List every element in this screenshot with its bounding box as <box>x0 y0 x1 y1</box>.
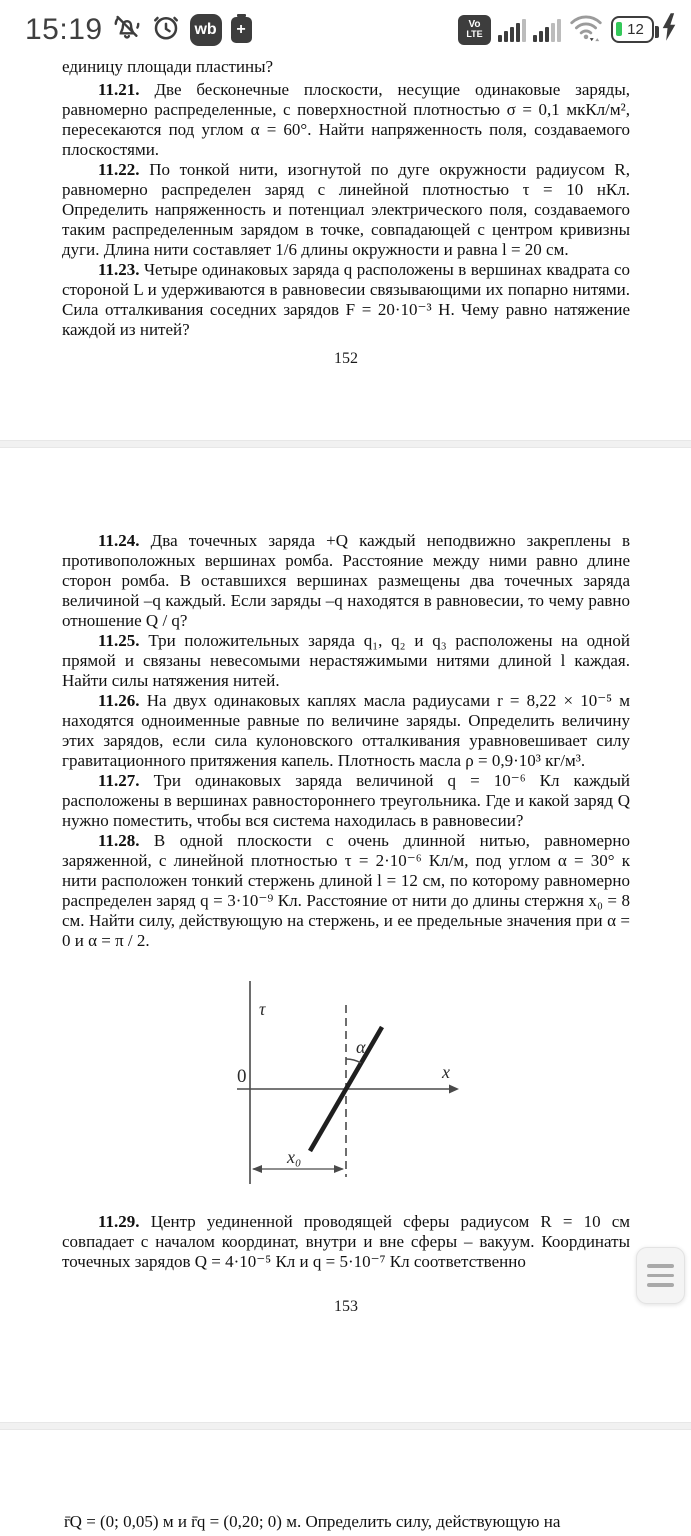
battery-nub <box>237 14 246 17</box>
continuation-line: единицу площади пластины? <box>62 57 274 76</box>
problem-11-29 <box>62 1212 630 1272</box>
problem-11-21 <box>62 80 630 160</box>
continuation-line: r̄Q = (0; 0,05) м и r̄q = (0,20; 0) м. Определить силу, действующую на <box>64 1512 561 1531</box>
wb-app-label: wb <box>194 20 217 38</box>
alpha-label: α <box>356 1037 366 1057</box>
problem-text: Центр уединенной проводящей сферы радиусом R = 10 см совпадает с началом координат, внутри и вне сферы – вакуум. Координаты точечных зарядов Q = 4·10⁻⁵ Кл и q = 5·10⁻⁷ Кл соответственно <box>62 1212 631 1271</box>
problem-11-24 <box>62 531 630 631</box>
problem-11-23 <box>62 260 630 340</box>
figure-11-28 <box>237 981 467 1186</box>
x0-label: x₀ <box>287 1147 302 1167</box>
problem-text: Три положительных заряда q₁, q₂ и q₃ расположены на одной прямой и связаны невесомыми нерастяжимыми нитями длиной l каждая. Найти силы натяжения нитей. <box>62 631 631 690</box>
problem-number: 11.24. <box>98 531 140 550</box>
x-axis-label: x <box>442 1062 450 1082</box>
x0-arrowhead-right <box>334 1165 344 1173</box>
volte-line1: Vo <box>468 19 481 30</box>
problem-text: На двух одинаковых каплях масла радиусами r = 8,22 × 10⁻⁵ м находятся одноименные равные по величине заряды. Определить величину этих зарядов, если сила кулоновского отталкивания уравновешивает силу гравитационного притяжения капель. Плотность масла ρ = 0,9·10³ кг/м³. <box>62 691 631 770</box>
signal-bars-icon-sim2 <box>533 18 561 42</box>
tau-label: τ <box>259 999 266 1019</box>
angle-arc <box>346 1059 361 1063</box>
wifi-icon <box>568 12 604 47</box>
problem-number: 11.25. <box>98 631 140 650</box>
problem-number: 11.21. <box>98 80 140 99</box>
page-separator <box>0 440 691 448</box>
wb-app-icon <box>190 14 222 46</box>
origin-label: 0 <box>237 1066 247 1087</box>
page-separator <box>0 1422 691 1430</box>
page-153[interactable] <box>0 448 691 1422</box>
battery-tip <box>655 26 659 38</box>
problem-number: 11.27. <box>98 771 140 790</box>
x0-arrowhead-left <box>252 1165 262 1173</box>
status-bar <box>0 0 691 55</box>
problem-text: Четыре одинаковых заряда q расположены в вершинах квадрата со стороной L и удерживаются в равновесии связывающими их попарно нитями. Сила отталкивания соседних зарядов F = 20·10⁻³ Н. Чему равно натяжение каждой из нитей? <box>62 260 630 339</box>
problem-number: 11.22. <box>98 160 140 179</box>
problem-text: В одной плоскости с очень длинной нитью, равномерно заряженной, с линейной плотностью τ = 2·10⁻⁶ Кл/м, под углом α = 30° к нити расположен тонкий стержень длиной l = 12 см, по которому равномерно распределен заряд q = 3·10⁻⁹ Кл. Расстояние от нити до длины стержня x₀ = 8 см. Найти силу, действующую на стержень, и ее предельные значения при α = 0 и α = π / 2. <box>62 831 631 950</box>
clock-time: 15:19 <box>25 12 103 46</box>
problem-text: Два точечных заряда +Q каждый неподвижно закреплены в противоположных вершинах ромба. Расстояние между ними равно длине сторон ромба. В оставшихся вершинах размещены два точечных заряда величиной –q каждый. Если заряды –q находятся в равновесии, то чему равно отношение Q / q? <box>62 531 630 630</box>
battery-level-bar <box>616 22 622 36</box>
volte-line2: LTE <box>466 29 483 39</box>
problem-11-22 <box>62 160 630 260</box>
signal-bars-icon-sim1 <box>498 18 526 42</box>
problem-text: Две бесконечные плоскости, несущие одинаковые заряды, равномерно распределенные, с поверхностной плотностью σ = 0,1 мкКл/м², пересекаются под углом α = 60°. Найти напряженность поля, создаваемого плоскостями. <box>62 80 631 159</box>
alarm-clock-icon <box>151 12 181 47</box>
battery-icon <box>611 16 654 43</box>
problem-11-25 <box>62 631 630 691</box>
problem-number: 11.26. <box>98 691 140 710</box>
battery-plus-app-icon <box>231 17 252 43</box>
problem-11-26 <box>62 691 630 771</box>
problem-11-27 <box>62 771 630 831</box>
problem-number: 11.23. <box>98 260 140 279</box>
charging-bolt-icon <box>661 13 677 46</box>
problem-text: По тонкой нити, изогнутой по дуге окружности радиусом R, равномерно распределен заряд с линейной плотностью τ = 10 нКл. Определить напряженность и потенциал электрического поля, создаваемого таким распределенным зарядом в точке, совпадающей с центром кривизны дуги. Длина нити составляет 1/6 длины окружности и равна l = 20 см. <box>62 160 630 259</box>
vibrate-muted-icon <box>112 12 142 47</box>
page-154-partial[interactable] <box>0 1430 691 1536</box>
problem-number: 11.28. <box>98 831 140 850</box>
volte-badge <box>458 15 491 45</box>
problem-number: 11.29. <box>98 1212 140 1231</box>
page-number-152: 152 <box>334 350 358 367</box>
battery-percent: 12 <box>627 21 644 38</box>
battery-plus-label: + <box>236 20 246 38</box>
page-152[interactable] <box>0 55 691 440</box>
pages-menu-button[interactable] <box>636 1247 685 1304</box>
x-axis-arrowhead <box>449 1085 459 1094</box>
problem-text: Три одинаковых заряда величиной q = 10⁻⁶ Кл каждый расположены в вершинах равностороннего треугольника. Где и какой заряд Q нужно поместить, чтобы вся система находилась в равновесии? <box>62 771 630 830</box>
page-number-153: 153 <box>334 1298 358 1315</box>
problem-11-28 <box>62 831 630 951</box>
